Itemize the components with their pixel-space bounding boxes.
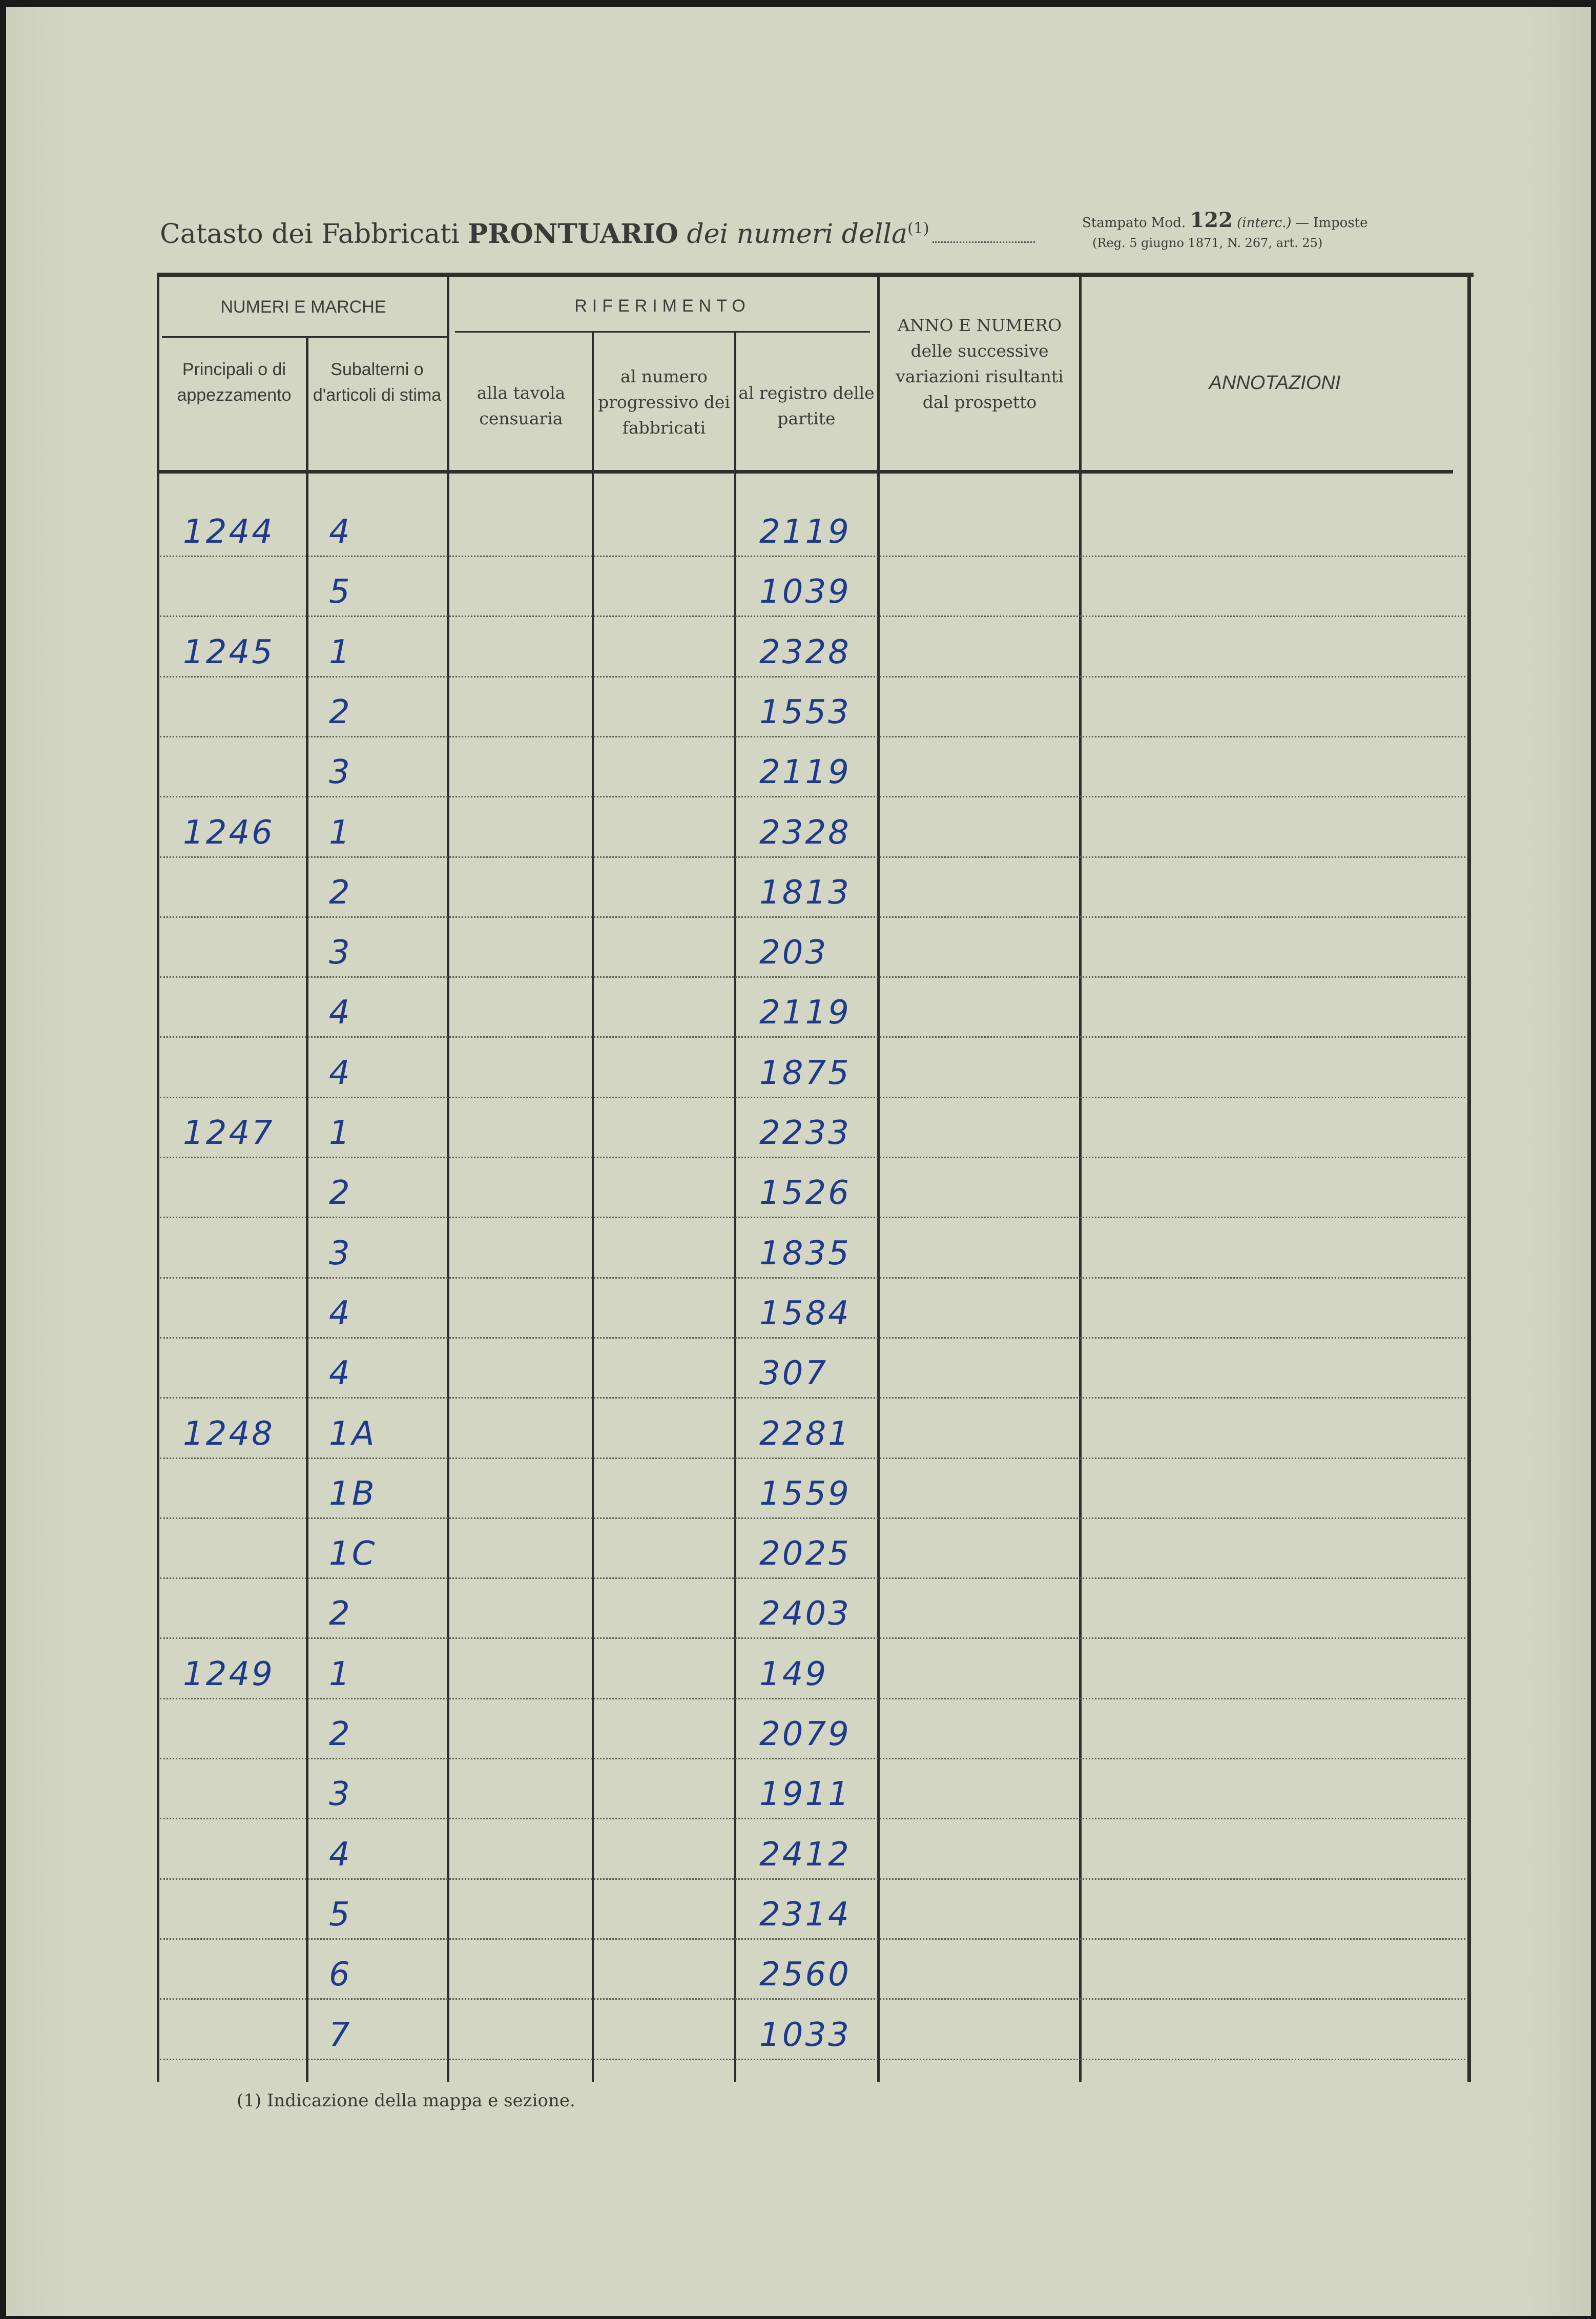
subalterno-cell: 2 <box>329 1174 352 1212</box>
table-row <box>160 736 1465 737</box>
principale-cell: 1244 <box>183 513 275 551</box>
subalterno-cell: 4 <box>329 513 352 551</box>
principale-cell: 1249 <box>183 1655 275 1693</box>
header-registro: al registro delle partite <box>738 383 875 428</box>
subalterno-cell: 2 <box>329 693 352 731</box>
table-row <box>160 1637 1465 1639</box>
subalterno-cell: 1B <box>329 1475 377 1513</box>
subalterno-cell: 6 <box>329 1956 352 1994</box>
registro-cell: 2314 <box>759 1896 851 1934</box>
title-prefix: Catasto dei Fabbricati <box>160 219 460 250</box>
table-row <box>160 1878 1465 1880</box>
registro-cell: 1033 <box>759 2016 851 2054</box>
col-border-left <box>157 273 159 2082</box>
principale-cell: 1247 <box>183 1114 275 1152</box>
registro-cell: 149 <box>759 1655 828 1693</box>
subalterno-cell: 5 <box>329 573 352 611</box>
table-row <box>160 1397 1465 1399</box>
registro-cell: 2412 <box>759 1836 851 1874</box>
subalterno-cell: 3 <box>329 1235 352 1273</box>
col-border-1 <box>306 338 308 2082</box>
table-row <box>160 676 1465 678</box>
title-italic: dei numeri della <box>687 219 908 250</box>
subalterno-cell: 1 <box>329 1114 352 1152</box>
principale-cell: 1248 <box>183 1415 275 1453</box>
table-row <box>160 615 1465 617</box>
table-row <box>160 1458 1465 1459</box>
principale-cell: 1245 <box>183 633 275 671</box>
col-border-4 <box>734 333 736 2082</box>
registro-cell: 2119 <box>759 513 851 551</box>
col-border-3 <box>592 333 594 2082</box>
print-stamp <box>1082 208 1368 232</box>
header-bottom-border <box>157 470 1453 474</box>
stamp-model: 122 <box>1190 208 1233 232</box>
table-row <box>160 556 1465 557</box>
col-border-5 <box>877 273 880 2082</box>
header-principali: Principali o di appezzamento <box>177 360 292 405</box>
registro-cell: 2560 <box>759 1956 851 1994</box>
registro-cell: 1911 <box>759 1775 851 1813</box>
group1-underline <box>162 336 447 338</box>
subalterno-cell: 3 <box>329 934 352 972</box>
subalterno-cell: 1A <box>329 1415 377 1453</box>
subalterno-cell: 4 <box>329 994 352 1032</box>
registro-cell: 2403 <box>759 1595 851 1633</box>
table-row <box>160 856 1465 858</box>
registro-cell: 307 <box>759 1355 828 1392</box>
subalterno-cell: 5 <box>329 1896 352 1934</box>
title-dotted-blank <box>932 241 1035 243</box>
registro-cell: 1875 <box>759 1054 851 1092</box>
registro-cell: 2233 <box>759 1114 851 1152</box>
registro-cell: 1039 <box>759 573 851 611</box>
registro-cell: 1813 <box>759 874 851 912</box>
subalterno-cell: 1 <box>329 814 352 852</box>
subalterno-cell: 1C <box>329 1535 377 1573</box>
table-row <box>160 1938 1465 1940</box>
table-row <box>160 1698 1465 1699</box>
subalterno-cell: 2 <box>329 1715 352 1753</box>
header-tavola: alla tavola censuaria <box>476 383 566 428</box>
table-row <box>160 1758 1465 1759</box>
table-row <box>160 1157 1465 1158</box>
table-row <box>160 1337 1465 1339</box>
header-annotazioni: ANNOTAZIONI <box>1209 372 1341 394</box>
regulation-ref: (Reg. 5 giugno 1871, N. 267, art. 25) <box>1092 236 1323 250</box>
table-row <box>160 1277 1465 1279</box>
subalterno-cell: 3 <box>329 1775 352 1813</box>
header-anno-numero: ANNO E NUMERO delle successive variazioni risultanti dal prospetto <box>896 315 1064 412</box>
subalterno-cell: 4 <box>329 1836 352 1874</box>
registro-cell: 2119 <box>759 753 851 791</box>
table-row <box>160 1217 1465 1218</box>
title-bold: PRONTUARIO <box>468 218 678 250</box>
registro-cell: 203 <box>759 934 828 972</box>
registro-cell: 2025 <box>759 1535 851 1573</box>
table-row <box>160 1036 1465 1038</box>
subalterno-cell: 1 <box>329 633 352 671</box>
subalterno-cell: 1 <box>329 1655 352 1693</box>
subalterno-cell: 3 <box>329 753 352 791</box>
registro-cell: 1553 <box>759 693 851 731</box>
stamp-imposte: — Imposte <box>1295 215 1368 231</box>
table-row <box>160 796 1465 797</box>
group2-underline <box>455 331 870 333</box>
registro-cell: 2328 <box>759 814 851 852</box>
register-page <box>6 7 1591 2316</box>
header-numeri-marche: NUMERI E MARCHE <box>220 297 386 317</box>
footnote: (1) Indicazione della mappa e sezione. <box>237 2090 575 2111</box>
table-row <box>160 916 1465 918</box>
table-top-border <box>157 273 1474 277</box>
subalterno-cell: 4 <box>329 1355 352 1392</box>
table-row <box>160 1517 1465 1519</box>
registro-cell: 1584 <box>759 1295 851 1332</box>
registro-cell: 2079 <box>759 1715 851 1753</box>
registro-cell: 2119 <box>759 994 851 1032</box>
registro-cell: 2281 <box>759 1415 851 1453</box>
registro-cell: 2328 <box>759 633 851 671</box>
registro-cell: 1526 <box>759 1174 851 1212</box>
table-row <box>160 1998 1465 2000</box>
subalterno-cell: 7 <box>329 2016 352 2054</box>
table-row <box>160 1577 1465 1579</box>
header-progressivo: al numero progressivo dei fabbricati <box>598 366 730 438</box>
subalterno-cell: 2 <box>329 874 352 912</box>
subalterno-cell: 2 <box>329 1595 352 1633</box>
stamp-interc: (interc.) <box>1237 215 1292 231</box>
principale-cell: 1246 <box>183 814 275 852</box>
col-border-6 <box>1079 273 1082 2082</box>
registro-cell: 1835 <box>759 1235 851 1273</box>
subalterno-cell: 4 <box>329 1295 352 1332</box>
title-note: (1) <box>907 219 929 238</box>
header-subalterni: Subalterni o d'articoli di stima <box>313 360 442 405</box>
subalterno-cell: 4 <box>329 1054 352 1092</box>
stamp-prefix: Stampato Mod. <box>1082 215 1186 231</box>
col-border-2 <box>447 273 449 2082</box>
page-title <box>160 218 1035 250</box>
registro-cell: 1559 <box>759 1475 851 1513</box>
table-row <box>160 1097 1465 1098</box>
table-row <box>160 2059 1465 2060</box>
col-border-right <box>1467 273 1471 2082</box>
table-row <box>160 1818 1465 1819</box>
table-row <box>160 976 1465 978</box>
header-riferimento: RIFERIMENTO <box>574 296 751 316</box>
